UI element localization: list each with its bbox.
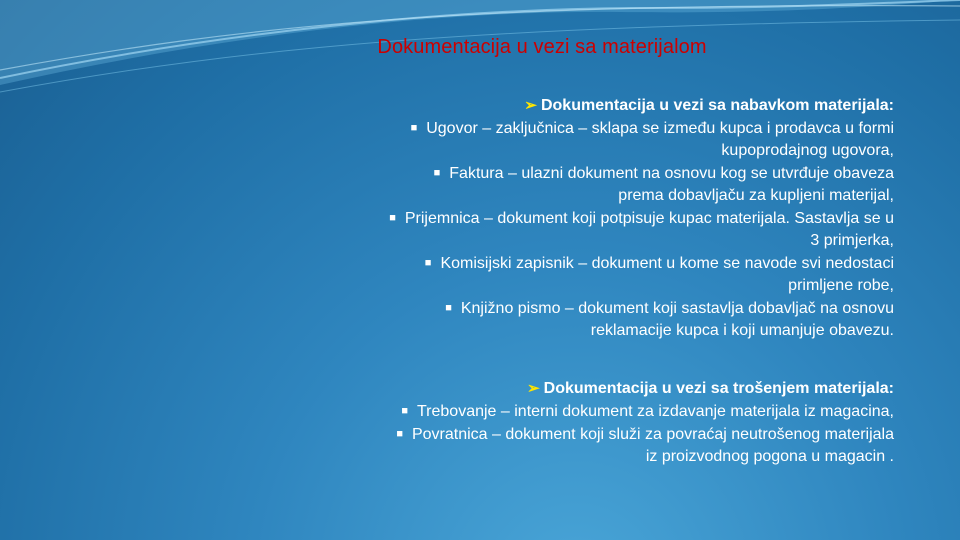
- section-heading-text: Dokumentacija u vezi sa trošenjem materijala:: [543, 380, 894, 397]
- section-consumption: [134, 378, 894, 468]
- list-item: [174, 207, 894, 252]
- section-heading: [134, 378, 894, 400]
- list-item-text: Knjižno pismo – dokument koji sastavlja dobavljač na osnovu: [460, 300, 894, 317]
- list-item-text: Ugovor – zaključnica – sklapa se između kupca i prodavca u formi: [426, 120, 894, 137]
- list-item: [174, 117, 894, 162]
- arrow-bullet-icon: ➢: [524, 97, 537, 114]
- square-bullet-icon: ■: [433, 167, 441, 179]
- list-item-text-cont: 3 primjerka,: [810, 232, 894, 249]
- section-heading-text: Dokumentacija u vezi sa nabavkom materijala:: [540, 97, 894, 114]
- section-heading: [174, 95, 894, 117]
- section-procurement: [174, 95, 894, 342]
- square-bullet-icon: ■: [424, 257, 432, 269]
- list-item-text-cont: iz proizvodnog pogona u magacin .: [645, 448, 894, 465]
- list-item: [174, 162, 894, 207]
- list-item-text-cont: primljene robe,: [788, 277, 894, 294]
- page-title: Dokumentacija u vezi sa materijalom: [377, 36, 707, 58]
- square-bullet-icon: ■: [396, 428, 403, 440]
- square-bullet-icon: ■: [389, 212, 396, 224]
- list-item-text: Prijemnica – dokument koji potpisuje kupac materijala. Sastavlja se u: [404, 210, 894, 227]
- list-item: [174, 297, 894, 342]
- square-bullet-icon: ■: [445, 302, 452, 314]
- square-bullet-icon: ■: [410, 122, 418, 134]
- list-item-text-cont: kupoprodajnog ugovora,: [721, 142, 894, 159]
- list-item-text-cont: reklamacije kupca i koji umanjuje obavezu.: [590, 322, 894, 339]
- list-item-text-cont: prema dobavljaču za kupljeni materijal,: [618, 187, 894, 204]
- list-item-text: Povratnica – dokument koji služi za povraćaj neutrošenog materijala: [411, 426, 894, 443]
- list-item-text: Trebovanje – interni dokument za izdavanje materijala iz magacina,: [417, 403, 894, 420]
- list-item: [134, 400, 894, 423]
- arrow-bullet-icon: ➢: [527, 380, 540, 397]
- list-item-text: Komisijski zapisnik – dokument u kome se navode svi nedostaci: [440, 255, 894, 272]
- list-item: [174, 252, 894, 297]
- list-item-text: Faktura – ulazni dokument na osnovu kog se utvrđuje obaveza: [449, 165, 894, 182]
- square-bullet-icon: ■: [401, 405, 408, 417]
- list-item: [134, 423, 894, 468]
